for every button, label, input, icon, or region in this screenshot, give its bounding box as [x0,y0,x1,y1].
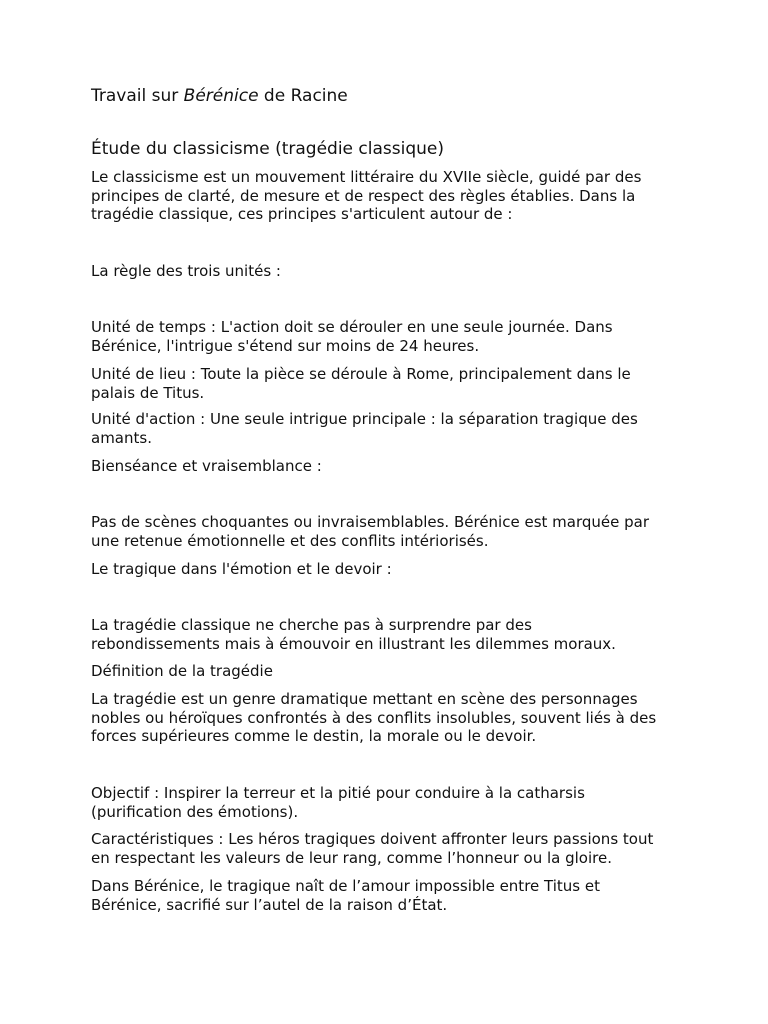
section-heading: Étude du classicisme (tragédie classique) [91,139,444,159]
document-page [91,0,691,1024]
title-suffix: de Racine [258,86,348,106]
objectif-paragraph: Objectif : Inspirer la terreur et la pitié pour conduire à la catharsis (purification des émotions). [91,784,585,821]
unite-action-paragraph: Unité d'action : Une seule intrigue principale : la séparation tragique des amants. [91,410,638,447]
tragique-heading: Le tragique dans l'émotion et le devoir : [91,560,392,578]
caracteristiques-paragraph: Caractéristiques : Les héros tragiques doivent affronter leurs passions tout en respectant les valeurs de leur rang, comme l’honneur ou la gloire. [91,830,654,867]
title-work: Bérénice [183,86,259,106]
definition-paragraph: La tragédie est un genre dramatique mettant en scène des personnages nobles ou héroïques confrontés à des conflits insolubles, souvent liés à des forces supérieures comme le destin, la morale ou le devoir. [91,690,657,745]
definition-heading: Définition de la tragédie [91,662,273,680]
tragique-paragraph: La tragédie classique ne cherche pas à surprendre par des rebondissements mais à émouvoir en illustrant les dilemmes moraux. [91,616,616,653]
unite-temps-paragraph: Unité de temps : L'action doit se dérouler en une seule journée. Dans Bérénice, l'intrigue s'étend sur moins de 24 heures. [91,318,613,355]
rule-three-unities-label: La règle des trois unités : [91,262,281,280]
intro-paragraph: Le classicisme est un mouvement littéraire du XVIIe siècle, guidé par des principes de clarté, de mesure et de respect des règles établies. Dans la tragédie classique, ces principes s'articulent autour de : [91,168,642,223]
title-prefix: Travail sur [91,86,184,106]
document-title [91,86,691,106]
unite-lieu-paragraph: Unité de lieu : Toute la pièce se déroule à Rome, principalement dans le palais de Titus. [91,365,631,402]
conclusion-paragraph: Dans Bérénice, le tragique naît de l’amour impossible entre Titus et Bérénice, sacrifié sur l’autel de la raison d’État. [91,877,600,914]
bienseance-paragraph: Pas de scènes choquantes ou invraisemblables. Bérénice est marquée par une retenue émotionnelle et des conflits intériorisés. [91,513,649,550]
bienseance-heading: Bienséance et vraisemblance : [91,457,322,475]
